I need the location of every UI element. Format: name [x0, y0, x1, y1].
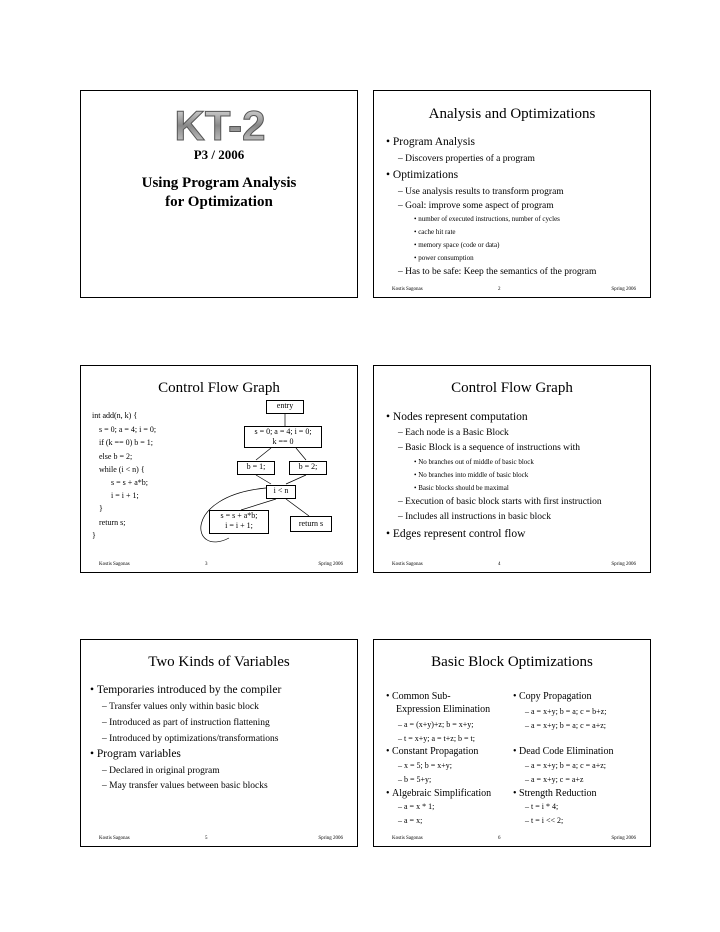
cfg-node-text: k == 0	[272, 436, 294, 446]
code-line: }	[99, 504, 103, 513]
footer-date: Spring 2006	[611, 562, 636, 567]
footer-author: Kostis Sagonas	[99, 562, 130, 567]
code-line: if (k == 0) b = 1;	[99, 438, 153, 447]
slide-title: Analysis and Optimizations	[428, 106, 596, 122]
cfg-node-return: return s	[290, 516, 332, 532]
slide-2	[373, 90, 651, 298]
bullet: • Strength Reduction	[513, 788, 597, 799]
sub-sub-bullet: • cache hit rate	[414, 228, 456, 236]
kt2-logo	[174, 98, 266, 149]
code-line: int add(n, k) {	[92, 411, 138, 420]
bullet: • Program Analysis	[386, 136, 476, 148]
slide-4	[373, 365, 651, 573]
example: – a = x+y; b = a; c = a+z;	[525, 721, 606, 730]
example: – a = x * 1;	[398, 802, 435, 811]
footer-page: 2	[498, 287, 501, 292]
code-line: i = i + 1;	[111, 491, 139, 500]
slide-title: Two Kinds of Variables	[148, 654, 290, 670]
footer-page: 5	[205, 836, 208, 841]
footer-date: Spring 2006	[318, 562, 343, 567]
example: – t = i << 2;	[525, 816, 564, 825]
bullet: • Optimizations	[386, 169, 459, 181]
slide-title: Control Flow Graph	[451, 380, 573, 396]
code-line: s = s + a*b;	[111, 478, 149, 487]
bullet-cont: Expression Elimination	[396, 704, 491, 715]
example: – x = 5; b = x+y;	[398, 761, 452, 770]
sub-bullet: – Basic Block is a sequence of instructions with	[398, 443, 581, 453]
slide-1	[80, 90, 358, 298]
sub-sub-bullet: • No branches out of middle of basic block	[414, 458, 534, 466]
course-code: P3 / 2006	[193, 147, 245, 162]
code-line: }	[92, 531, 96, 540]
bullet: • Algebraic Simplification	[386, 788, 492, 799]
example: – a = x+y; b = a; c = b+z;	[525, 707, 607, 716]
slide-5	[80, 639, 358, 847]
footer-author: Kostis Sagonas	[99, 836, 130, 841]
sub-bullet: – Has to be safe: Keep the semantics of the program	[398, 267, 597, 277]
sub-bullet: – Introduced by optimizations/transformations	[102, 734, 279, 744]
sub-bullet: – Use analysis results to transform program	[398, 187, 564, 197]
sub-bullet: – Introduced as part of instruction flattening	[102, 718, 270, 728]
bullet: • Copy Propagation	[513, 691, 592, 702]
slide-title: Control Flow Graph	[158, 380, 280, 396]
sub-bullet: – Discovers properties of a program	[398, 154, 535, 164]
cfg-node-cond: i < n	[266, 485, 296, 499]
bullet: • Temporaries introduced by the compiler	[90, 684, 282, 696]
cfg-node-entry: entry	[266, 400, 304, 414]
footer-author: Kostis Sagonas	[392, 836, 423, 841]
slide-6	[373, 639, 651, 847]
footer-page: 3	[205, 562, 208, 567]
cfg-node-b1: b = 1;	[237, 461, 275, 475]
example: – b = 5+y;	[398, 775, 432, 784]
sub-bullet: – Goal: improve some aspect of program	[398, 201, 554, 211]
sub-sub-bullet: • No branches into middle of basic block	[414, 471, 529, 479]
cfg-node-text: i = i + 1;	[225, 520, 253, 530]
bullet: • Program variables	[90, 748, 181, 760]
sub-bullet: – Each node is a Basic Block	[398, 428, 509, 438]
footer-author: Kostis Sagonas	[392, 562, 423, 567]
footer-date: Spring 2006	[611, 287, 636, 292]
cfg-node-init	[244, 426, 322, 448]
sub-bullet: – Transfer values only within basic block	[102, 702, 259, 712]
example: – a = x+y; c = a+z	[525, 775, 584, 784]
footer-date: Spring 2006	[318, 836, 343, 841]
slide-title-line2: for Optimization	[165, 194, 273, 210]
bullet: • Common Sub-	[386, 691, 451, 702]
logo-text: KT-2	[174, 102, 266, 149]
sub-bullet: – May transfer values between basic blocks	[102, 781, 268, 791]
footer-author: Kostis Sagonas	[392, 287, 423, 292]
bullet: • Nodes represent computation	[386, 411, 528, 423]
footer-page: 4	[498, 562, 501, 567]
sub-sub-bullet: • Basic blocks should be maximal	[414, 484, 509, 492]
code-line: while (i < n) {	[99, 465, 145, 474]
example: – t = i * 4;	[525, 802, 559, 811]
example: – a = x+y; b = a; c = a+z;	[525, 761, 606, 770]
sub-bullet: – Execution of basic block starts with first instruction	[398, 497, 602, 507]
sub-sub-bullet: • memory space (code or data)	[414, 241, 500, 249]
sub-bullet: – Declared in original program	[102, 766, 220, 776]
cfg-node-text: s = 0; a = 4; i = 0;	[254, 427, 312, 436]
sub-bullet: – Includes all instructions in basic block	[398, 512, 552, 522]
footer-date: Spring 2006	[611, 836, 636, 841]
slide-title: Basic Block Optimizations	[431, 654, 593, 670]
sub-sub-bullet: • number of executed instructions, number of cycles	[414, 215, 560, 223]
slide-3	[80, 365, 358, 573]
cfg-node-text: s = s + a*b;	[220, 511, 258, 520]
code-line: s = 0; a = 4; i = 0;	[99, 425, 157, 434]
example: – a = (x+y)+z; b = x+y;	[398, 720, 474, 729]
example: – t = x+y; a = t+z; b = t;	[398, 734, 475, 743]
code-line: return s;	[99, 518, 126, 527]
footer-page: 6	[498, 836, 501, 841]
bullet: • Dead Code Elimination	[513, 746, 614, 757]
cfg-node-body	[209, 510, 269, 534]
bullet: • Constant Propagation	[386, 746, 479, 757]
code-line: else b = 2;	[99, 452, 133, 461]
sub-sub-bullet: • power consumption	[414, 254, 474, 262]
bullet: • Edges represent control flow	[386, 528, 526, 540]
slide-title-line1: Using Program Analysis	[141, 175, 297, 191]
example: – a = x;	[398, 816, 423, 825]
cfg-node-b2: b = 2;	[289, 461, 327, 475]
